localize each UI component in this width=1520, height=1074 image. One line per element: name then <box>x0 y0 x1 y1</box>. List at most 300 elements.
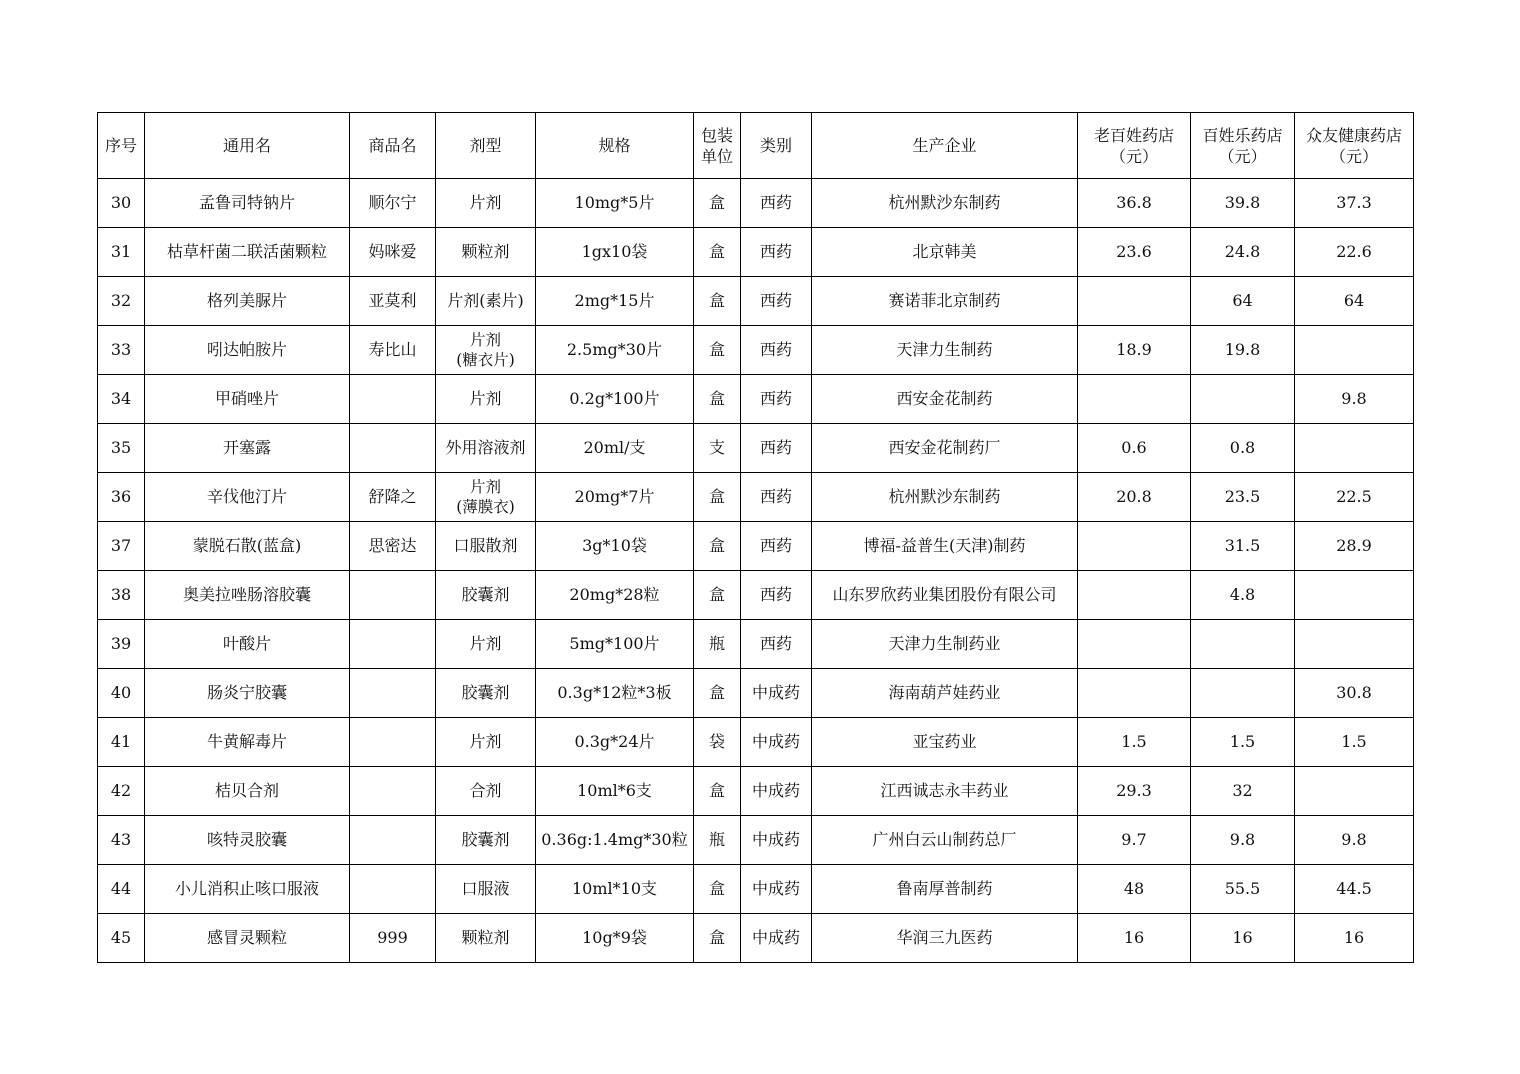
dosage-form-cell <box>436 277 536 326</box>
cell-text: 30.8 <box>1336 683 1372 702</box>
price-baixingle-cell <box>1191 767 1295 816</box>
price-zhongyou-cell <box>1295 179 1414 228</box>
header-label: 通用名 <box>222 136 271 155</box>
header-label: 序号 <box>104 136 137 155</box>
cell-text: 寿比山 <box>368 340 417 359</box>
cell-text: 口服散剂 <box>453 536 518 555</box>
cell-text: 赛诺菲北京制药 <box>888 291 1001 310</box>
category-cell <box>741 473 812 522</box>
dosage-form-cell <box>436 375 536 424</box>
cell-text: 32 <box>1232 781 1253 800</box>
price-baixingle-cell <box>1191 326 1295 375</box>
generic-name-cell <box>145 424 350 473</box>
cell-text: 29.3 <box>1116 781 1152 800</box>
cell-text: 片剂 <box>469 634 502 653</box>
cell-text: 合剂 <box>469 781 502 800</box>
cell-text: 鲁南厚普制药 <box>896 879 993 898</box>
cell-text: 0.36g:1.4mg*30粒 <box>541 830 688 849</box>
package-unit-cell <box>694 718 741 767</box>
cell-text: 咳特灵胶囊 <box>206 830 287 849</box>
cell-text: 2mg*15片 <box>574 291 655 310</box>
cell-text: 思密达 <box>368 536 417 555</box>
price-zhongyou-cell <box>1295 767 1414 816</box>
generic-name-cell <box>145 473 350 522</box>
category-cell <box>741 522 812 571</box>
manufacturer-cell <box>812 228 1078 277</box>
package-unit-cell <box>694 375 741 424</box>
price-laobaixing-cell <box>1078 326 1191 375</box>
cell-text: 片剂 <box>469 193 502 212</box>
cell-text: 18.9 <box>1116 340 1152 359</box>
cell-text: 山东罗欣药业集团股份有限公司 <box>832 585 1057 604</box>
index-cell <box>98 375 145 424</box>
price-laobaixing-cell <box>1078 718 1191 767</box>
price-zhongyou-cell <box>1295 326 1414 375</box>
cell-text: 胶囊剂 <box>461 830 510 849</box>
cell-text: 16 <box>1232 928 1253 947</box>
dosage-form-cell <box>436 473 536 522</box>
header-label: 众友健康药店 （元） <box>1305 125 1402 166</box>
cell-text: 江西诚志永丰药业 <box>880 781 1009 800</box>
dosage-form-cell <box>436 522 536 571</box>
index-cell <box>98 767 145 816</box>
brand-name-cell <box>350 718 436 767</box>
category-cell <box>741 767 812 816</box>
category-cell <box>741 179 812 228</box>
generic-name-cell <box>145 669 350 718</box>
price-baixingle-cell <box>1191 914 1295 963</box>
category-cell <box>741 277 812 326</box>
cell-text: 1gx10袋 <box>581 242 648 261</box>
manufacturer-cell <box>812 179 1078 228</box>
cell-text: 中成药 <box>751 683 800 702</box>
table-row <box>98 277 1414 326</box>
price-zhongyou-cell <box>1295 865 1414 914</box>
cell-text: 中成药 <box>751 830 800 849</box>
package-unit-cell <box>694 914 741 963</box>
index-cell <box>98 816 145 865</box>
brand-name-cell <box>350 767 436 816</box>
cell-text: 西药 <box>759 487 792 506</box>
cell-text: 32 <box>110 291 132 310</box>
cell-text: 24.8 <box>1224 242 1261 261</box>
dosage-form-cell <box>436 179 536 228</box>
cell-text: 中成药 <box>751 781 800 800</box>
cell-text: 1.5 <box>1341 732 1367 751</box>
brand-name-cell <box>350 669 436 718</box>
package-unit-cell <box>694 522 741 571</box>
cell-text: 37 <box>110 536 132 555</box>
header-label: 生产企业 <box>912 136 977 155</box>
cell-text: 23.6 <box>1116 242 1152 261</box>
cell-text: 1.5 <box>1121 732 1147 751</box>
cell-text: 外用溶液剂 <box>445 438 526 457</box>
cell-text: 42 <box>110 781 132 800</box>
cell-text: 牛黄解毒片 <box>206 732 287 751</box>
cell-text: 盒 <box>708 193 725 212</box>
table-row <box>98 179 1414 228</box>
package-unit-cell <box>694 179 741 228</box>
brand-name-cell <box>350 179 436 228</box>
price-zhongyou-cell <box>1295 473 1414 522</box>
cell-text: 盒 <box>708 683 725 702</box>
cell-text: 妈咪爱 <box>368 242 417 261</box>
cell-text: 杭州默沙东制药 <box>888 487 1001 506</box>
cell-text: 颗粒剂 <box>461 928 510 947</box>
table-row <box>98 375 1414 424</box>
price-zhongyou-cell <box>1295 375 1414 424</box>
header-cell-store-zhongyou <box>1295 113 1414 179</box>
category-cell <box>741 228 812 277</box>
cell-text: 4.8 <box>1229 585 1256 604</box>
cell-text: 0.8 <box>1229 438 1256 457</box>
price-zhongyou-cell <box>1295 277 1414 326</box>
generic-name-cell <box>145 571 350 620</box>
cell-text: 盒 <box>708 536 725 555</box>
specification-cell <box>536 767 694 816</box>
cell-text: 36 <box>110 487 132 506</box>
cell-text: 肠炎宁胶囊 <box>206 683 287 702</box>
manufacturer-cell <box>812 865 1078 914</box>
manufacturer-cell <box>812 375 1078 424</box>
specification-cell <box>536 914 694 963</box>
manufacturer-cell <box>812 473 1078 522</box>
manufacturer-cell <box>812 669 1078 718</box>
cell-text: 28.9 <box>1336 536 1372 555</box>
cell-text: 44.5 <box>1336 879 1372 898</box>
price-baixingle-cell <box>1191 375 1295 424</box>
specification-cell <box>536 522 694 571</box>
category-cell <box>741 718 812 767</box>
cell-text: 37.3 <box>1336 193 1372 212</box>
index-cell <box>98 669 145 718</box>
cell-text: 20mg*7片 <box>574 487 655 506</box>
package-unit-cell <box>694 277 741 326</box>
cell-text: 西药 <box>759 585 792 604</box>
manufacturer-cell <box>812 620 1078 669</box>
cell-text: 天津力生制药 <box>896 340 993 359</box>
price-laobaixing-cell <box>1078 277 1191 326</box>
table-row <box>98 522 1414 571</box>
manufacturer-cell <box>812 718 1078 767</box>
index-cell <box>98 865 145 914</box>
cell-text: 西药 <box>759 389 792 408</box>
generic-name-cell <box>145 228 350 277</box>
table-row <box>98 571 1414 620</box>
header-label: 包装 单位 <box>700 125 733 166</box>
cell-text: 33 <box>110 340 132 359</box>
cell-text: 41 <box>110 732 132 751</box>
price-laobaixing-cell <box>1078 767 1191 816</box>
package-unit-cell <box>694 669 741 718</box>
cell-text: 10ml*6支 <box>577 781 652 800</box>
price-zhongyou-cell <box>1295 571 1414 620</box>
price-zhongyou-cell <box>1295 228 1414 277</box>
generic-name-cell <box>145 816 350 865</box>
cell-text: 64 <box>1343 291 1365 310</box>
cell-text: 盒 <box>708 781 725 800</box>
cell-text: 感冒灵颗粒 <box>206 928 287 947</box>
brand-name-cell <box>350 571 436 620</box>
table-row <box>98 914 1414 963</box>
generic-name-cell <box>145 326 350 375</box>
package-unit-cell <box>694 571 741 620</box>
cell-text: 23.5 <box>1224 487 1261 506</box>
generic-name-cell <box>145 179 350 228</box>
manufacturer-cell <box>812 914 1078 963</box>
cell-text: 蒙脱石散(蓝盒) <box>192 536 302 555</box>
price-zhongyou-cell <box>1295 424 1414 473</box>
cell-text: 叶酸片 <box>222 634 271 653</box>
cell-text: 9.8 <box>1341 830 1367 849</box>
package-unit-cell <box>694 326 741 375</box>
header-cell-package-unit <box>694 113 741 179</box>
generic-name-cell <box>145 375 350 424</box>
manufacturer-cell <box>812 571 1078 620</box>
cell-text: 3g*10袋 <box>582 536 647 555</box>
generic-name-cell <box>145 767 350 816</box>
cell-text: 袋 <box>708 732 725 751</box>
table-row <box>98 620 1414 669</box>
cell-text: 20.8 <box>1116 487 1152 506</box>
price-laobaixing-cell <box>1078 571 1191 620</box>
table-row <box>98 718 1414 767</box>
manufacturer-cell <box>812 277 1078 326</box>
cell-text: 顺尔宁 <box>368 193 417 212</box>
dosage-form-cell <box>436 228 536 277</box>
cell-text: 34 <box>110 389 132 408</box>
cell-text: 西药 <box>759 242 792 261</box>
dosage-form-cell <box>436 571 536 620</box>
price-laobaixing-cell <box>1078 424 1191 473</box>
manufacturer-cell <box>812 816 1078 865</box>
category-cell <box>741 816 812 865</box>
cell-text: 44 <box>110 879 132 898</box>
header-cell-generic-name <box>145 113 350 179</box>
dosage-form-cell <box>436 816 536 865</box>
brand-name-cell <box>350 424 436 473</box>
price-laobaixing-cell <box>1078 473 1191 522</box>
cell-text: 亚宝药业 <box>912 732 977 751</box>
dosage-form-cell <box>436 914 536 963</box>
cell-text: 瓶 <box>708 830 725 849</box>
header-cell-category <box>741 113 812 179</box>
package-unit-cell <box>694 865 741 914</box>
price-laobaixing-cell <box>1078 865 1191 914</box>
cell-text: 西药 <box>759 291 792 310</box>
manufacturer-cell <box>812 767 1078 816</box>
specification-cell <box>536 179 694 228</box>
cell-text: 48 <box>1123 879 1145 898</box>
cell-text: 海南葫芦娃药业 <box>888 683 1001 702</box>
cell-text: 甲硝唑片 <box>214 389 279 408</box>
specification-cell <box>536 571 694 620</box>
dosage-form-cell <box>436 669 536 718</box>
header-label: 老百姓药店 （元） <box>1093 125 1174 166</box>
cell-text: 0.3g*12粒*3板 <box>557 683 672 702</box>
cell-text: 桔贝合剂 <box>214 781 279 800</box>
table-row <box>98 228 1414 277</box>
index-cell <box>98 228 145 277</box>
header-cell-brand-name <box>350 113 436 179</box>
cell-text: 博福-益普生(天津)制药 <box>863 536 1026 555</box>
dosage-form-cell <box>436 767 536 816</box>
cell-text: 西药 <box>759 340 792 359</box>
package-unit-cell <box>694 473 741 522</box>
cell-text: 39.8 <box>1224 193 1261 212</box>
category-cell <box>741 669 812 718</box>
cell-text: 枯草杆菌二联活菌颗粒 <box>166 242 327 261</box>
price-laobaixing-cell <box>1078 914 1191 963</box>
cell-text: 中成药 <box>751 879 800 898</box>
price-zhongyou-cell <box>1295 718 1414 767</box>
specification-cell <box>536 424 694 473</box>
category-cell <box>741 914 812 963</box>
price-laobaixing-cell <box>1078 522 1191 571</box>
index-cell <box>98 277 145 326</box>
cell-text: 35 <box>110 438 132 457</box>
cell-text: 30 <box>110 193 132 212</box>
cell-text: 盒 <box>708 340 725 359</box>
header-cell-manufacturer <box>812 113 1078 179</box>
header-label: 规格 <box>598 136 631 155</box>
cell-text: 40 <box>110 683 132 702</box>
category-cell <box>741 326 812 375</box>
cell-text: 西药 <box>759 193 792 212</box>
brand-name-cell <box>350 914 436 963</box>
cell-text: 开塞露 <box>222 438 271 457</box>
dosage-form-cell <box>436 718 536 767</box>
price-laobaixing-cell <box>1078 375 1191 424</box>
package-unit-cell <box>694 816 741 865</box>
index-cell <box>98 914 145 963</box>
specification-cell <box>536 718 694 767</box>
cell-text: 片剂 (糖衣片) <box>456 331 515 369</box>
brand-name-cell <box>350 865 436 914</box>
package-unit-cell <box>694 228 741 277</box>
index-cell <box>98 326 145 375</box>
table-row <box>98 473 1414 522</box>
cell-text: 西药 <box>759 438 792 457</box>
cell-text: 片剂(素片) <box>447 291 524 310</box>
cell-text: 10ml*10支 <box>571 879 657 898</box>
price-baixingle-cell <box>1191 522 1295 571</box>
cell-text: 9.8 <box>1229 830 1256 849</box>
cell-text: 胶囊剂 <box>461 683 510 702</box>
brand-name-cell <box>350 228 436 277</box>
header-cell-specification <box>536 113 694 179</box>
cell-text: 10mg*5片 <box>574 193 655 212</box>
cell-text: 瓶 <box>708 634 725 653</box>
price-zhongyou-cell <box>1295 914 1414 963</box>
cell-text: 格列美脲片 <box>206 291 287 310</box>
cell-text: 盒 <box>708 879 725 898</box>
cell-text: 0.3g*24片 <box>574 732 655 751</box>
header-cell-store-laobaixing <box>1078 113 1191 179</box>
cell-text: 31 <box>110 242 132 261</box>
price-zhongyou-cell <box>1295 816 1414 865</box>
table-row <box>98 326 1414 375</box>
index-cell <box>98 718 145 767</box>
cell-text: 38 <box>110 585 132 604</box>
table-body <box>98 179 1414 963</box>
price-zhongyou-cell <box>1295 620 1414 669</box>
price-baixingle-cell <box>1191 620 1295 669</box>
price-comparison-table <box>97 112 1414 963</box>
package-unit-cell <box>694 424 741 473</box>
header-label: 百姓乐药店 （元） <box>1202 125 1283 166</box>
category-cell <box>741 375 812 424</box>
dosage-form-cell <box>436 326 536 375</box>
price-laobaixing-cell <box>1078 816 1191 865</box>
manufacturer-cell <box>812 424 1078 473</box>
price-baixingle-cell <box>1191 816 1295 865</box>
specification-cell <box>536 375 694 424</box>
brand-name-cell <box>350 620 436 669</box>
price-baixingle-cell <box>1191 473 1295 522</box>
package-unit-cell <box>694 620 741 669</box>
cell-text: 广州白云山制药总厂 <box>872 830 1017 849</box>
index-cell <box>98 179 145 228</box>
price-baixingle-cell <box>1191 571 1295 620</box>
cell-text: 颗粒剂 <box>461 242 510 261</box>
specification-cell <box>536 473 694 522</box>
cell-text: 0.2g*100片 <box>569 389 660 408</box>
cell-text: 盒 <box>708 242 725 261</box>
price-laobaixing-cell <box>1078 620 1191 669</box>
index-cell <box>98 620 145 669</box>
cell-text: 华润三九医药 <box>896 928 993 947</box>
header-cell-index <box>98 113 145 179</box>
specification-cell <box>536 865 694 914</box>
price-baixingle-cell <box>1191 179 1295 228</box>
price-baixingle-cell <box>1191 669 1295 718</box>
category-cell <box>741 865 812 914</box>
dosage-form-cell <box>436 424 536 473</box>
brand-name-cell <box>350 473 436 522</box>
table-row <box>98 424 1414 473</box>
cell-text: 22.5 <box>1336 487 1372 506</box>
brand-name-cell <box>350 375 436 424</box>
cell-text: 9.7 <box>1121 830 1147 849</box>
cell-text: 亚莫利 <box>368 291 417 310</box>
cell-text: 片剂 <box>469 389 502 408</box>
category-cell <box>741 571 812 620</box>
cell-text: 43 <box>110 830 132 849</box>
cell-text: 16 <box>1343 928 1365 947</box>
specification-cell <box>536 326 694 375</box>
cell-text: 64 <box>1232 291 1253 310</box>
index-cell <box>98 522 145 571</box>
cell-text: 盒 <box>708 585 725 604</box>
cell-text: 10g*9袋 <box>582 928 647 947</box>
generic-name-cell <box>145 914 350 963</box>
price-baixingle-cell <box>1191 277 1295 326</box>
cell-text: 奥美拉唑肠溶胶囊 <box>182 585 311 604</box>
price-baixingle-cell <box>1191 718 1295 767</box>
cell-text: 孟鲁司特钠片 <box>198 193 295 212</box>
table-row <box>98 669 1414 718</box>
generic-name-cell <box>145 277 350 326</box>
generic-name-cell <box>145 718 350 767</box>
header-label: 类别 <box>759 136 792 155</box>
cell-text: 2.5mg*30片 <box>566 340 663 359</box>
cell-text: 西安金花制药厂 <box>888 438 1001 457</box>
cell-text: 22.6 <box>1336 242 1372 261</box>
specification-cell <box>536 620 694 669</box>
category-cell <box>741 424 812 473</box>
cell-text: 口服液 <box>461 879 510 898</box>
